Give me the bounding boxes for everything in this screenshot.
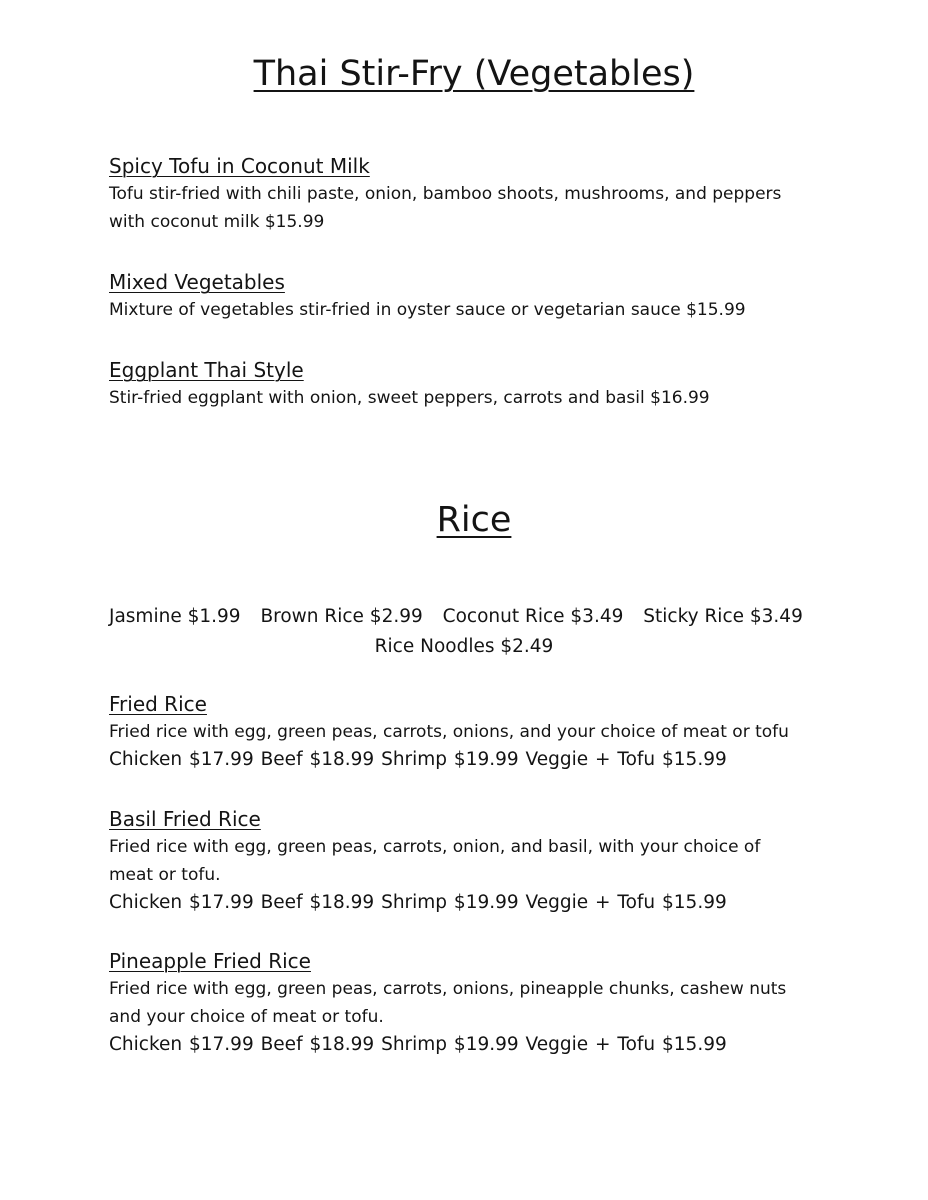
rice-option: Rice Noodles $2.49 [374, 636, 554, 657]
item-prices: Chicken $17.99 Beef $18.99 Shrimp $19.99 Veggie + Tofu $15.99 [109, 892, 727, 913]
item-description: meat or tofu. [109, 865, 221, 885]
menu-item-basil-fried-rice [109, 805, 829, 917]
item-prices: Chicken $17.99 Beef $18.99 Shrimp $19.99 Veggie + Tofu $15.99 [109, 1034, 727, 1055]
item-description: Fried rice with egg, green peas, carrots, onions, and your choice of meat or tofu [109, 722, 789, 742]
rice-option: Jasmine $1.99 [109, 606, 241, 627]
section-title-rice: Rice [436, 500, 512, 540]
item-description: Tofu stir-fried with chili paste, onion, bamboo shoots, mushrooms, and peppers [109, 184, 782, 204]
menu-item-mixed-vegetables [109, 268, 829, 324]
item-description: Mixture of vegetables stir-fried in oyster sauce or vegetarian sauce $15.99 [109, 300, 746, 320]
item-prices: Chicken $17.99 Beef $18.99 Shrimp $19.99 Veggie + Tofu $15.99 [109, 749, 727, 770]
item-name: Eggplant Thai Style [109, 358, 304, 382]
rice-option: Brown Rice $2.99 [260, 606, 423, 627]
rice-option: Sticky Rice $3.49 [643, 606, 803, 627]
item-name: Spicy Tofu in Coconut Milk [109, 154, 370, 178]
item-description: with coconut milk $15.99 [109, 212, 325, 232]
item-description: Stir-fried eggplant with onion, sweet peppers, carrots and basil $16.99 [109, 388, 710, 408]
item-name: Fried Rice [109, 692, 207, 716]
item-name: Basil Fried Rice [109, 807, 261, 831]
menu-item-eggplant [109, 356, 829, 412]
item-description: Fried rice with egg, green peas, carrots, onions, pineapple chunks, cashew nuts [109, 979, 787, 999]
rice-options-line [0, 602, 928, 632]
item-description: Fried rice with egg, green peas, carrots, onion, and basil, with your choice of [109, 837, 761, 857]
item-name: Pineapple Fried Rice [109, 949, 311, 973]
rice-options [0, 602, 928, 662]
item-description: and your choice of meat or tofu. [109, 1007, 384, 1027]
rice-option: Coconut Rice $3.49 [442, 606, 624, 627]
menu-item-fried-rice [109, 690, 829, 774]
menu-item-pineapple-fried-rice [109, 947, 829, 1059]
section-title-stirfry: Thai Stir-Fry (Vegetables) [253, 54, 695, 94]
menu-item-spicy-tofu [109, 152, 829, 236]
item-name: Mixed Vegetables [109, 270, 285, 294]
rice-options-line [0, 632, 928, 662]
